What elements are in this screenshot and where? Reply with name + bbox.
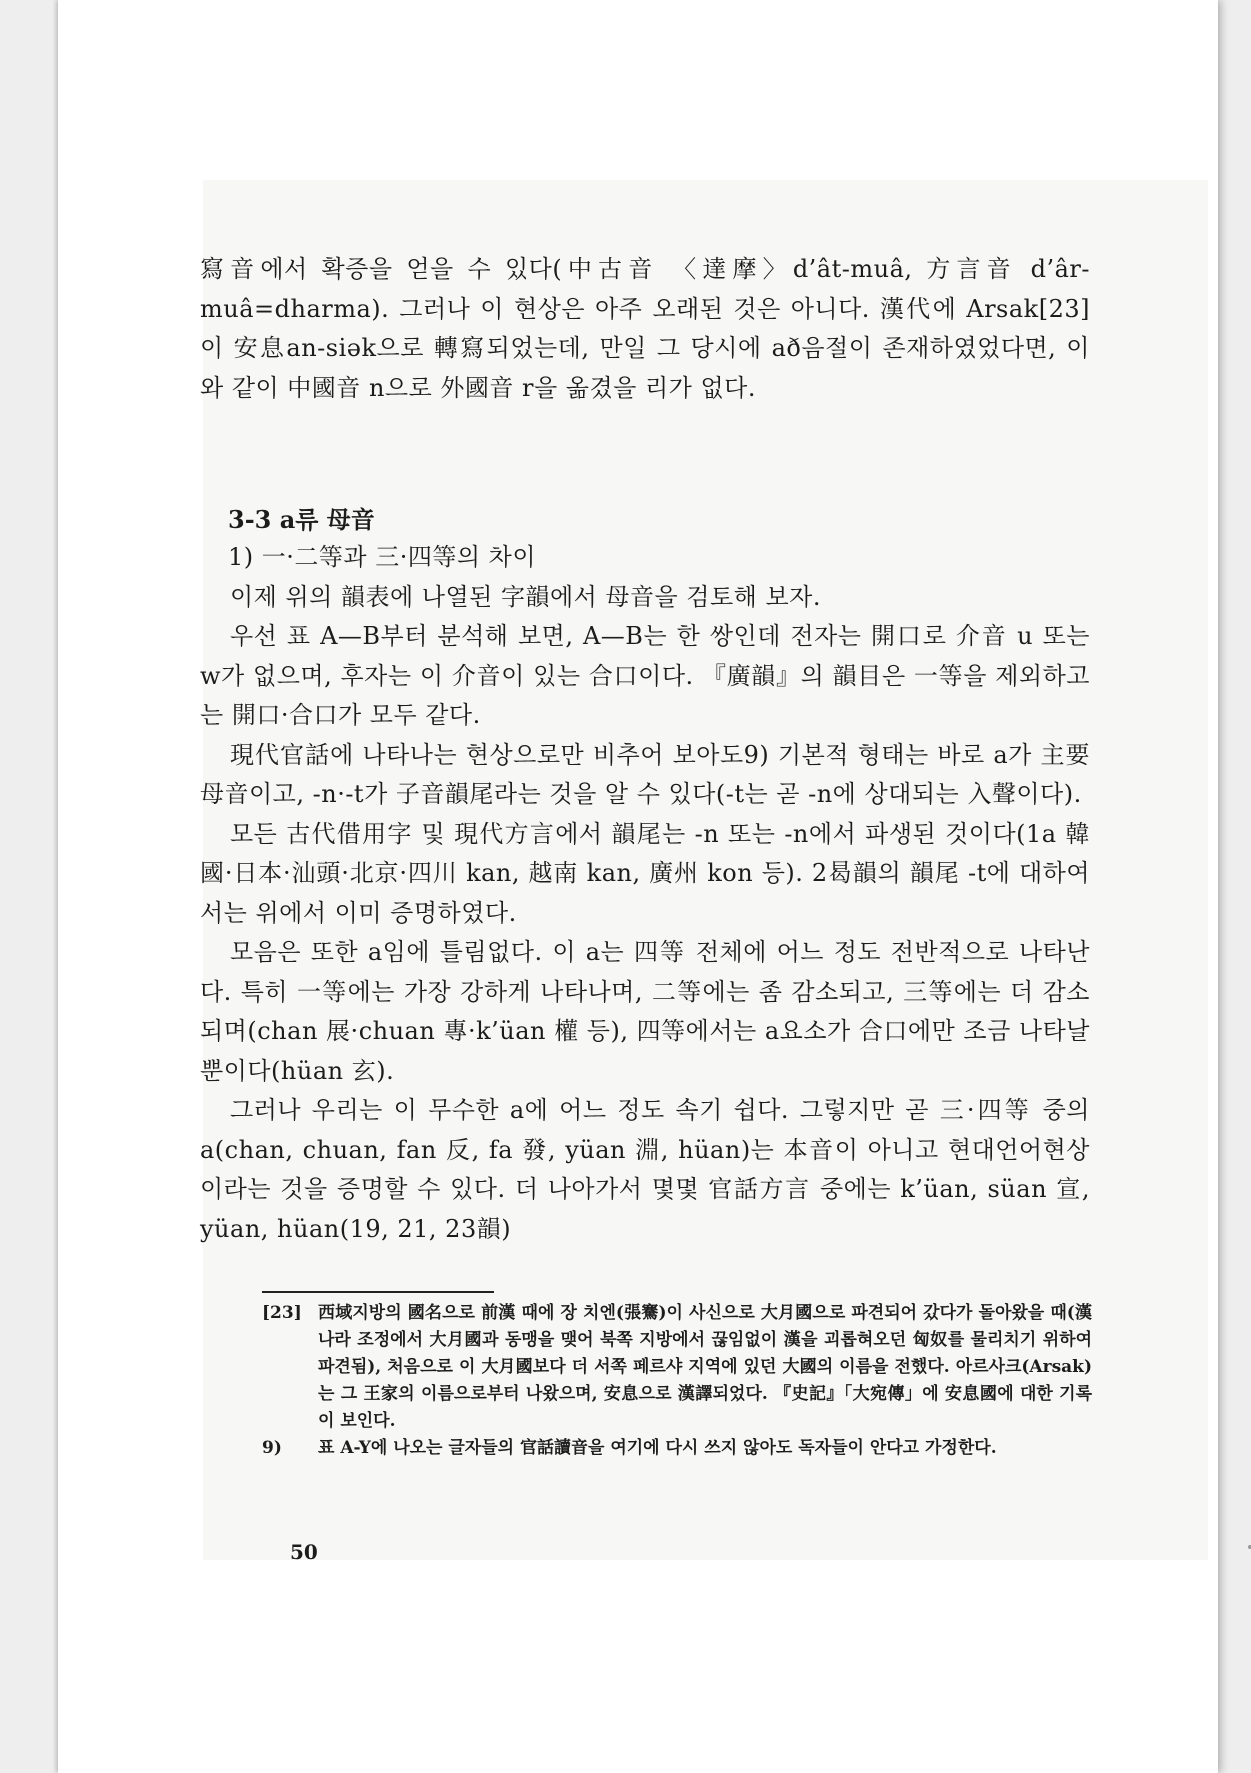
paragraph: 寫音에서 확증을 얻을 수 있다(中古音 〈達摩〉d’ât-muâ, 方言音 d’âr-muâ=dharma). 그러나 이 현상은 아주 오래된 것은 아니다. 漢代에 Arsak[23]이 安息an-siək으로 轉寫되었는데, 만일 그 당시에 að음절이 존재하였었다면, 이와 같이 中國音 n으로 外國音 r을 옮겼을 리가 없다.: [200, 255, 1090, 402]
paragraph: 現代官話에 나타나는 현상으로만 비추어 보아도9) 기본적 형태는 바로 a가 主要母音이고, -n·-t가 子音韻尾라는 것을 알 수 있다(-t는 곧 -n에 상대되는 入聲이다).: [200, 740, 1090, 808]
paragraph: 모음은 또한 a임에 틀림없다. 이 a는 四等 전체에 어느 정도 전반적으로 나타난다. 특히 一等에는 가장 강하게 나타나며, 二等에는 좀 감소되고, 三等에는 더 감소되며(chan 展·chuan 專·k’üan 權 등), 四等에서는 a요소가 合口에만 조금 나타날 뿐이다(hüan 玄).: [200, 938, 1090, 1085]
footnote: [262, 1435, 1092, 1462]
footnotes: [262, 1300, 1092, 1462]
section-body: [200, 538, 1090, 1249]
page-number: 50: [290, 1540, 318, 1564]
paragraph: 모든 古代借用字 및 現代方言에서 韻尾는 -n 또는 -n에서 파생된 것이다(1a 韓國·日本·汕頭·北京·四川 kan, 越南 kan, 廣州 kon 등). 2曷韻의 韻尾 -t에 대하여서는 위에서 이미 증명하였다.: [200, 819, 1090, 927]
section-heading: 3-3 a류 母音: [228, 505, 375, 534]
body-text-top: [200, 250, 1090, 408]
footnote-mark: 9): [262, 1438, 282, 1458]
paragraph: 이제 위의 韻表에 나열된 字韻에서 母音을 검토해 보자.: [230, 582, 821, 611]
footnote-rule: [262, 1291, 494, 1293]
footnote-text: 西域지방의 國名으로 前漢 때에 장 치엔(張騫)이 사신으로 大月國으로 파견되어 갔다가 돌아왔을 때(漢나라 조정에서 大月國과 동맹을 맺어 북쪽 지방에서 끊임없이 漢을 괴롭혀오던 匈奴를 물리치기 위하여 파견됨), 처음으로 이 大月國보다 더 서쪽 페르샤 지역에 있던 大國의 이름을 전했다. 아르사크(Arsak)는 그 王家의 이름으로부터 나왔으며, 安息으로 漢譯되었다. 『史記』「大宛傳」에 安息國에 대한 기록이 보인다.: [318, 1303, 1092, 1431]
footnote-mark: [23]: [262, 1303, 302, 1323]
subsection-heading: 1) 一·二等과 三·四等의 차이: [228, 543, 537, 571]
paragraph: 우선 표 A—B부터 분석해 보면, A—B는 한 쌍인데 전자는 開口로 介音 u 또는 w가 없으며, 후자는 이 介音이 있는 合口이다. 『廣韻』의 韻目은 一等을 제외하고는 開口·合口가 모두 같다.: [200, 622, 1090, 729]
paragraph: 그러나 우리는 이 무수한 a에 어느 정도 속기 쉽다. 그렇지만 곧 三·四等 중의 a(chan, chuan, fan 反, fa 發, yüan 淵, hüan)는 本音이 아니고 현대언어현상이라는 것을 증명할 수 있다. 더 나아가서 몇몇 官話方言 중에는 k’üan, süan 宣, yüan, hüan(19, 21, 23韻): [200, 1096, 1090, 1243]
footnote: [262, 1300, 1092, 1435]
footnote-text: 표 A-Y에 나오는 글자들의 官話讀音을 여기에 다시 쓰지 않아도 독자들이 안다고 가정한다.: [318, 1438, 997, 1458]
